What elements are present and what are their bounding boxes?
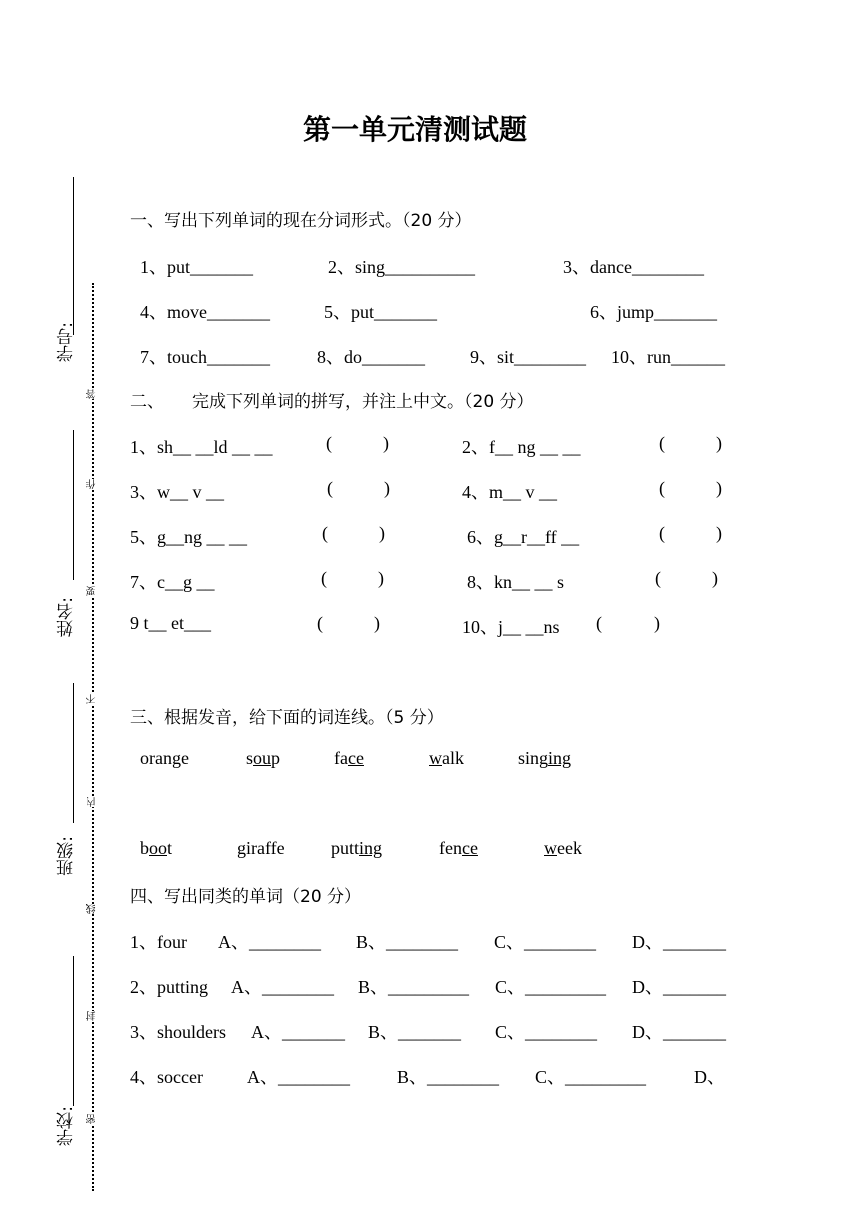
binding-dotted-line: [92, 283, 94, 1191]
paren-open: (: [655, 568, 661, 588]
paren-open: (: [659, 523, 665, 543]
binding-line-4: [73, 956, 74, 1106]
paren-close: ): [383, 433, 389, 453]
s4-item: C、_________: [535, 1067, 647, 1087]
s4-item: B、________: [397, 1067, 500, 1087]
s3-top-word: face: [334, 748, 364, 768]
paren-close: ): [716, 478, 722, 498]
paren-close: ): [378, 568, 384, 588]
paren-open: (: [659, 433, 665, 453]
s4-item: C、_________: [495, 977, 607, 997]
label-school: 学校:: [57, 1106, 77, 1146]
section-2-heading: 完成下列单词的拼写，并注上中文。（20 分）: [192, 392, 534, 412]
s3-bottom-word: putting: [331, 838, 383, 858]
seal-mark: 内: [87, 797, 98, 807]
section-4-heading: 四、写出同类的单词（20 分）: [130, 887, 362, 907]
seal-mark: 线: [87, 904, 98, 914]
s4-item: B、_________: [358, 977, 470, 997]
s4-item: A、________: [231, 977, 334, 997]
paren-open: (: [596, 613, 602, 633]
s4-item: C、________: [494, 932, 597, 952]
s1-item: 10、run______: [611, 347, 725, 367]
binding-line-1: [73, 177, 74, 335]
section-3-heading: 三、根据发音，给下面的词连线。（5 分）: [130, 708, 444, 728]
s4-item: C、________: [495, 1022, 598, 1042]
s2-left-item: 1、sh__ __ld __ __: [130, 437, 273, 457]
paren-open: (: [326, 433, 332, 453]
paren-open: (: [327, 478, 333, 498]
s2-right-item: 8、kn__ __ s: [467, 572, 565, 592]
paren-close: ): [654, 613, 660, 633]
s4-item: D、_______: [632, 1022, 726, 1042]
s3-top-word: singing: [518, 748, 572, 768]
seal-mark: 不: [87, 694, 98, 704]
paren-open: (: [317, 613, 323, 633]
s3-bottom-word: fence: [439, 838, 478, 858]
seal-mark: 作: [87, 479, 98, 489]
label-name: 姓名:: [57, 597, 77, 637]
s2-left-item: 9 t__ et___: [130, 613, 211, 633]
s3-bottom-word: giraffe: [237, 838, 285, 858]
paren-close: ): [374, 613, 380, 633]
s1-item: 2、sing__________: [328, 257, 476, 277]
page-title: 第一单元清测试题: [303, 113, 528, 146]
s4-item: 1、four: [130, 932, 187, 952]
s2-left-item: 5、g__ng __ __: [130, 527, 247, 547]
s2-right-item: 6、g__r__ff __: [467, 527, 580, 547]
s3-top-word: soup: [246, 748, 281, 768]
paren-close: ): [716, 523, 722, 543]
s4-item: 4、soccer: [130, 1067, 203, 1087]
seal-mark: 密: [87, 1114, 98, 1124]
s3-bottom-word: boot: [140, 838, 173, 858]
paren-open: (: [659, 478, 665, 498]
paren-close: ): [716, 433, 722, 453]
s3-top-word: walk: [429, 748, 464, 768]
s3-bottom-word: week: [544, 838, 582, 858]
s4-item: B、_______: [368, 1022, 462, 1042]
s4-item: A、_______: [251, 1022, 345, 1042]
section-2-number: 二、: [130, 392, 164, 412]
s1-item: 8、do_______: [317, 347, 425, 367]
paren-open: (: [321, 568, 327, 588]
paren-close: ): [379, 523, 385, 543]
s4-item: A、________: [247, 1067, 350, 1087]
s2-right-item: 2、f__ ng __ __: [462, 437, 581, 457]
s2-left-item: 3、w__ v __: [130, 482, 224, 502]
s4-item: 3、shoulders: [130, 1022, 226, 1042]
s3-top-word: orange: [140, 748, 189, 768]
s4-item: D、_______: [632, 977, 726, 997]
paren-open: (: [322, 523, 328, 543]
s1-item: 5、put_______: [324, 302, 438, 322]
s4-item: D、: [694, 1067, 725, 1087]
s2-left-item: 7、c__g __: [130, 572, 215, 592]
section-1-heading: 一、写出下列单词的现在分词形式。（20 分）: [130, 211, 472, 231]
s1-item: 4、move_______: [140, 302, 270, 322]
seal-mark: 封: [87, 1011, 98, 1021]
s4-item: D、_______: [632, 932, 726, 952]
s1-item: 1、put_______: [140, 257, 254, 277]
label-class: 班级:: [57, 836, 77, 876]
binding-line-2: [73, 430, 74, 580]
s4-item: A、________: [218, 932, 321, 952]
binding-line-3: [73, 683, 74, 823]
s2-right-item: 10、j__ __ns: [462, 617, 560, 637]
label-student-id: 学号:: [57, 322, 77, 362]
s4-item: 2、putting: [130, 977, 209, 997]
paren-close: ): [712, 568, 718, 588]
s1-item: 9、sit________: [470, 347, 587, 367]
paren-close: ): [384, 478, 390, 498]
s4-item: B、________: [356, 932, 459, 952]
s1-item: 7、touch_______: [140, 347, 270, 367]
s2-right-item: 4、m__ v __: [462, 482, 558, 502]
seal-mark: 要: [87, 586, 98, 596]
s1-item: 3、dance________: [563, 257, 704, 277]
s1-item: 6、jump_______: [590, 302, 718, 322]
seal-mark: 答: [87, 389, 98, 399]
